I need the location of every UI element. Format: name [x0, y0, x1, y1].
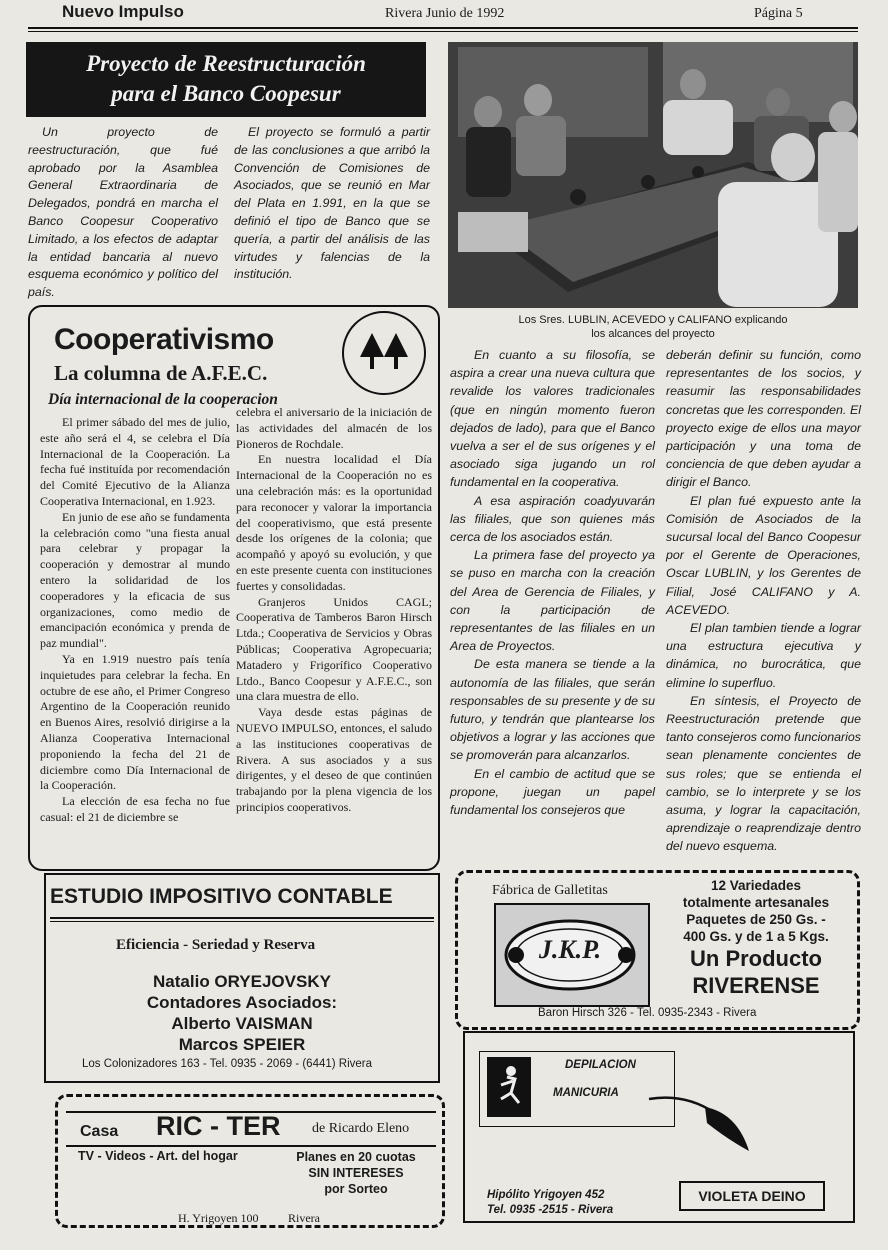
galletitas-line5: Un Producto [690, 946, 822, 971]
galletitas-details [654, 877, 858, 999]
ricter-name: RIC - TER [156, 1111, 281, 1141]
coop-col2-p4: Vaya desde estas páginas de NUEVO IMPULSO, entonces, el saludo a las instituciones cooperativas de Rivera. A sus asociados y a sus dirigentes, y el deseo de que continúen trabajando por la plena vigencia de los principios cooperativos. [236, 705, 432, 814]
ricter-plans [286, 1149, 426, 1197]
coop-col1-p4: La elección de esa fecha no fue casual: el 21 de diciembre se [40, 794, 230, 824]
article-col3-p1: En cuanto a su filosofía, se aspira a crear una nueva cultura que revalide los valores tradicionales (que en ningún momento fueron dejados de lado), para que el Banco vuelva a ser el de sus orígenes y el asociado siga jugando un rol fundamental en la cooperativa. [450, 348, 655, 490]
feather-icon [645, 1089, 755, 1159]
ricter-casa: Casa [80, 1123, 119, 1140]
estudio-rule [50, 917, 434, 919]
estudio-names [46, 971, 438, 1055]
estudio-address: Los Colonizadores 163 - Tel. 0935 - 2069 - (6441) Rivera [82, 1058, 373, 1070]
article-intro-col1: Un proyecto de reestructuración, que fué aprobado por la Asamblea General Extraordinaria de Delegados, pondrá en marcha el Banco Coopesur Cooperativo Limitado, a los efectos de adaptar la entidad bancaria al nuevo esquema económico y político del país. [28, 125, 218, 300]
article-col3-p2: A esa aspiración coadyuvarán las filiales, que son quienes más cerca de los asociados están. [450, 493, 655, 545]
ricter-owner: de Ricardo Eleno [312, 1121, 410, 1136]
violeta-address1: Hipólito Yrigoyen 452 [487, 1189, 605, 1201]
publication-name: Nuevo Impulso [62, 2, 184, 21]
coop-col2-p3: Granjeros Unidos CAGL; Cooperativa de Tamberos Baron Hirsch Ltda.; Cooperativa de Servicios y Obras Públicas; Cooperativa Agropecuaria; Matadero y Frigorífico Cooperativo Ltdo., Banco Coopesur y A.F.E.C., son una clara muestra de ello. [236, 594, 432, 704]
violeta-name: VIOLETA DEINO [679, 1181, 825, 1211]
issue-date: Rivera Junio de 1992 [385, 6, 505, 21]
estudio-ad [44, 873, 440, 1083]
estudio-line3: Alberto VAISMAN [171, 1014, 313, 1033]
coop-heading: Día internacional de la cooperacion [48, 391, 278, 408]
coop-col2-p2: En nuestra localidad el Día Internacional de la Cooperación no es una celebración más: es la oportunidad para reconocer y valorar la importancia del cooperativismo, que está presente desde los orígenes de la colonia; que acompañó y apoyó su evolución, y que en este presente cuenta con instituciones fuertes y consolidadas. [236, 452, 432, 593]
article-title-banner [26, 42, 426, 117]
coop-title: Cooperativismo [54, 323, 274, 356]
ricter-city: Rivera [288, 1211, 320, 1225]
galletitas-ad [455, 870, 860, 1030]
ricter-plan1: Planes en 20 cuotas [296, 1150, 416, 1164]
header-rule-thin [28, 31, 858, 32]
violeta-address [487, 1188, 613, 1218]
article-title-line1: Proyecto de Reestructuración [86, 51, 366, 76]
galletitas-line1: 12 Variedades [710, 878, 802, 893]
estudio-line4: Marcos SPEIER [178, 1035, 306, 1054]
estudio-rule-thin [50, 921, 434, 922]
article-col3-p3: La primera fase del proyecto ya se puso en marcha con la creación del Area de Gerencia de Filiales, y con la participación de representantes de las filiales en un Area de Proyectos. [450, 548, 655, 654]
header-rule [28, 27, 858, 29]
article-col3-p4: De esta manera se tiende a la autonomía de las filiales, que serán responsables de su presente y de su futuro, y tendrán que plantearse los objetivos a lograr y las acciones que se promoverán para alcanzarlos. [450, 657, 655, 763]
violeta-service2: MANICURIA [553, 1087, 619, 1099]
ricter-plan2: SIN INTERESES [308, 1166, 404, 1180]
article-col4 [666, 346, 861, 856]
violeta-ad [463, 1031, 855, 1223]
article-col4-p4: En síntesis, el Proyecto de Reestructuración pretende que tanto consejeros como funcionarios sean plenamente concientes de sus roles; que se entienda el cambio, se lo interprete y se los asuma, y lograr la capacitación, aprendizaje o reaprendizaje dentro del nuevo esquema. [666, 693, 861, 854]
galletitas-logo [494, 903, 650, 1007]
galletitas-label: Fábrica de Galletitas [492, 883, 608, 898]
twin-pines-icon [342, 311, 426, 395]
coop-subtitle: La columna de A.F.E.C. [54, 361, 268, 385]
galletitas-line4: 400 Gs. y de 1 a 5 Kgs. [683, 929, 829, 944]
photo-caption-line1: Los Sres. LUBLIN, ACEVEDO y CALIFANO explicando [518, 314, 788, 326]
coop-col1-p1: El primer sábado del mes de julio, este año será el 4, se celebra el Día Internacional de la Cooperación. La fecha fué instituída por recomendación del Comité Ejecutivo de la Alianza Cooperativa Internacional, en 1.923. [40, 415, 230, 508]
estudio-line2: Contadores Asociados: [146, 993, 338, 1012]
photo-caption [448, 313, 858, 341]
article-title-line2: para el Banco Coopesur [111, 81, 341, 106]
violeta-service1: DEPILACION [565, 1059, 636, 1071]
estudio-tagline: Eficiencia - Seriedad y Reserva [116, 937, 316, 953]
ricter-plan3: por Sorteo [324, 1182, 388, 1196]
galletitas-line3: Paquetes de 250 Gs. - [686, 912, 826, 927]
article-col4-p1: deberán definir su función, como representantes de los socios, y reasumir las responsabilidades concretas que les corresponden. El proyecto exige de ellos una mayor participación y una toma de conciencia de que deben ayudar a dirigir el Banco. [666, 348, 861, 490]
violeta-address2: Tel. 0935 -2515 - Rivera [487, 1204, 614, 1216]
galletitas-line2: totalmente artesanales [682, 895, 830, 910]
photo-caption-line2: los alcances del proyecto [591, 328, 715, 340]
article-col4-p3: El plan tambien tiende a lograr una estructura ejecutiva y dinámica, no burocrática, que elimine lo superfluo. [666, 621, 861, 690]
estudio-title: ESTUDIO IMPOSITIVO CONTABLE [50, 885, 393, 908]
page-number: Página 5 [754, 6, 803, 21]
figure-icon [487, 1057, 531, 1117]
article-col4-p2: El plan fué expuesto ante la Comisión de Asociados de la sucursal local del Banco Coopesur por el Gerente de Operaciones, Oscar LUBLIN, y los Gerentes de Filial, José CALIFANO y A. ACEVEDO. [666, 493, 861, 617]
coop-col2-p1: celebra el aniversario de la iniciación de las actividades del almacén de los Pioneros de Rochdale. [236, 405, 432, 451]
meeting-photo-drawing [448, 42, 858, 308]
estudio-line1: Natalio ORYEJOVSKY [153, 972, 331, 991]
galletitas-address: Baron Hirsch 326 - Tel. 0935-2343 - Rivera [538, 1007, 757, 1019]
galletitas-logo-text: J.K.P. [538, 935, 602, 964]
coop-col2 [236, 405, 432, 816]
ricter-ad [55, 1094, 445, 1228]
coop-col1 [40, 415, 230, 826]
meeting-photo [448, 42, 858, 308]
article-col3-p5: En el cambio de actitud que se propone, juegan un papel fundamental los consejeros que [450, 766, 655, 818]
ricter-address: H. Yrigoyen 100 [178, 1211, 259, 1225]
article-intro-col2: El proyecto se formuló a partir de las conclusiones a que arribó la Convención de Comisiones de Asociados, que se reunió en Mar del Plata en 1.991, en la que se definió el tipo de Banco que se quería, a partir del análisis de las virtudes y falencias de la institución. [234, 125, 430, 282]
article-col3 [450, 346, 655, 819]
ricter-rule-mid [66, 1145, 436, 1147]
coop-col1-p2: En junio de ese año se fundamenta la celebración como "una fiesta anual para celebrar y propagar la cooperación y demostrar al mundo entero la solidaridad de los cooperadores y la eficacia de sus organizaciones, como medio de emancipación económica y prenda de paz mundial". [40, 509, 230, 651]
galletitas-line6: RIVERENSE [692, 973, 820, 998]
coop-col1-p3: Ya en 1.919 nuestro país tenía inquietudes para celebrar la fecha. En octubre de ese año, el Primer Congreso Argentino de la Cooperación reunido en Buenos Aires, resolvió dirigirse a la Alianza Cooperativa Internacional proponiendo la fecha del 21 de diciembre como Día Internacional de la Cooperación. [40, 651, 230, 793]
ricter-items: TV - Videos - Art. del hogar [78, 1149, 238, 1163]
cooperativismo-box [28, 305, 440, 871]
